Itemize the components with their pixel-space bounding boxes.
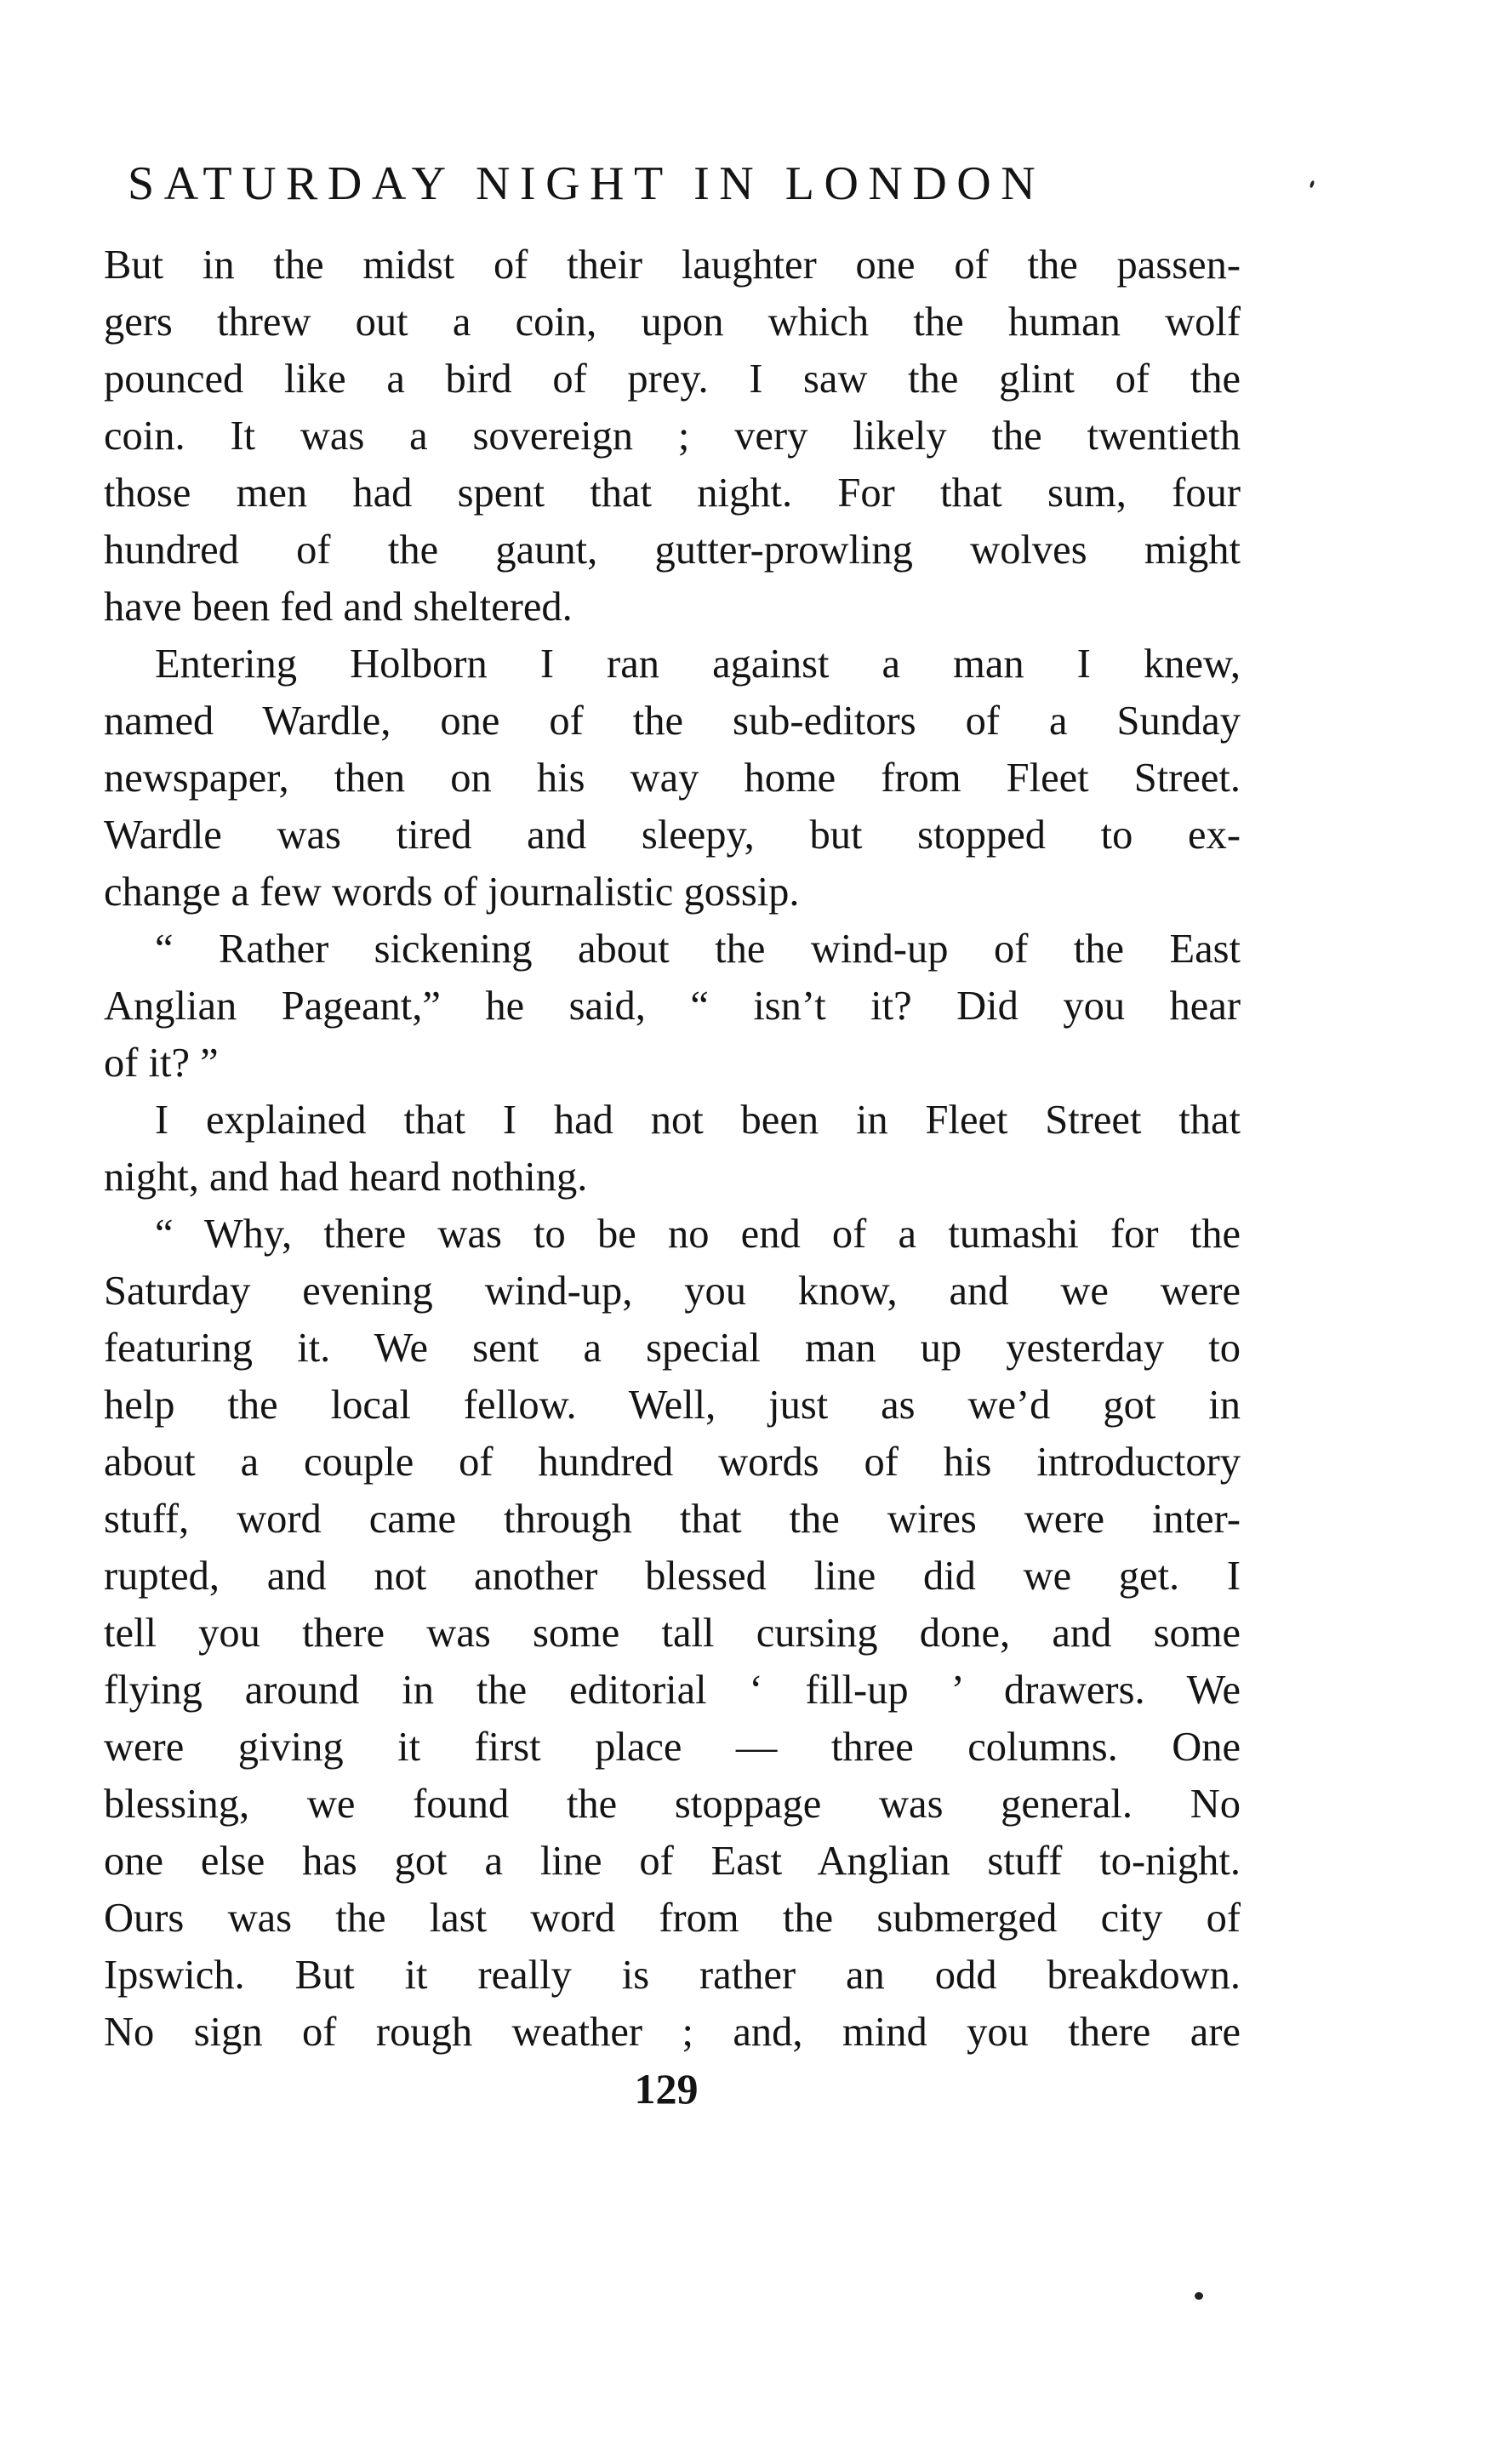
text-line: tell you there was some tall cursing done, and some	[104, 1611, 1241, 1656]
text-line: gers threw out a coin, upon which the human wolf	[104, 299, 1241, 345]
text-line: Entering Holborn I ran against a man I knew,	[155, 642, 1241, 687]
text-line: named Wardle, one of the sub-editors of a Sunday	[104, 699, 1241, 744]
text-line: newspaper, then on his way home from Fleet Street.	[104, 756, 1241, 801]
body-text	[104, 237, 1241, 2061]
text-line: featuring it. We sent a special man up yesterday to	[104, 1326, 1241, 1371]
text-line: Wardle was tired and sleepy, but stopped to ex-	[104, 813, 1241, 858]
text-line: Anglian Pageant,” he said, “ isn’t it? Did you hear	[104, 984, 1241, 1029]
text-line: rupted, and not another blessed line did we get. I	[104, 1554, 1241, 1599]
text-line: night, and had heard nothing.	[104, 1155, 588, 1200]
page-number: 129	[634, 2065, 699, 2113]
text-line: of it? ”	[104, 1041, 219, 1086]
text-line: But in the midst of their laughter one of the passen-	[104, 242, 1241, 288]
text-line: were giving it first place — three columns. One	[104, 1725, 1241, 1770]
text-line: “ Rather sickening about the wind-up of the East	[155, 927, 1241, 972]
text-line: flying around in the editorial ‘ fill-up ’ drawers. We	[104, 1668, 1241, 1713]
text-line: “ Why, there was to be no end of a tumashi for the	[155, 1212, 1241, 1257]
text-line: coin. It was a sovereign ; very likely the twentieth	[104, 413, 1241, 459]
text-line: one else has got a line of East Anglian stuff to-night.	[104, 1839, 1241, 1884]
text-line: I explained that I had not been in Fleet Street that	[155, 1098, 1241, 1143]
text-line: about a couple of hundred words of his introductory	[104, 1440, 1241, 1485]
text-line: No sign of rough weather ; and, mind you there are	[104, 2010, 1241, 2055]
text-line: blessing, we found the stoppage was general. No	[104, 1782, 1241, 1827]
ink-speck	[1195, 2292, 1203, 2300]
running-head: SATURDAY NIGHT IN LONDON	[128, 157, 1046, 210]
text-line: Ipswich. But it really is rather an odd breakdown.	[104, 1953, 1241, 1998]
text-line: hundred of the gaunt, gutter-prowling wolves might	[104, 528, 1241, 573]
ink-speck	[1309, 180, 1315, 189]
text-line: those men had spent that night. For that sum, four	[104, 470, 1241, 516]
text-line: change a few words of journalistic gossip.	[104, 870, 800, 915]
text-line: stuff, word came through that the wires were inter-	[104, 1497, 1241, 1542]
text-line: help the local fellow. Well, just as we’d got in	[104, 1383, 1241, 1428]
text-line: Saturday evening wind-up, you know, and we were	[104, 1269, 1241, 1314]
text-line: pounced like a bird of prey. I saw the glint of the	[104, 356, 1241, 402]
text-line: have been fed and sheltered.	[104, 585, 573, 630]
text-line: Ours was the last word from the submerged city of	[104, 1896, 1241, 1941]
